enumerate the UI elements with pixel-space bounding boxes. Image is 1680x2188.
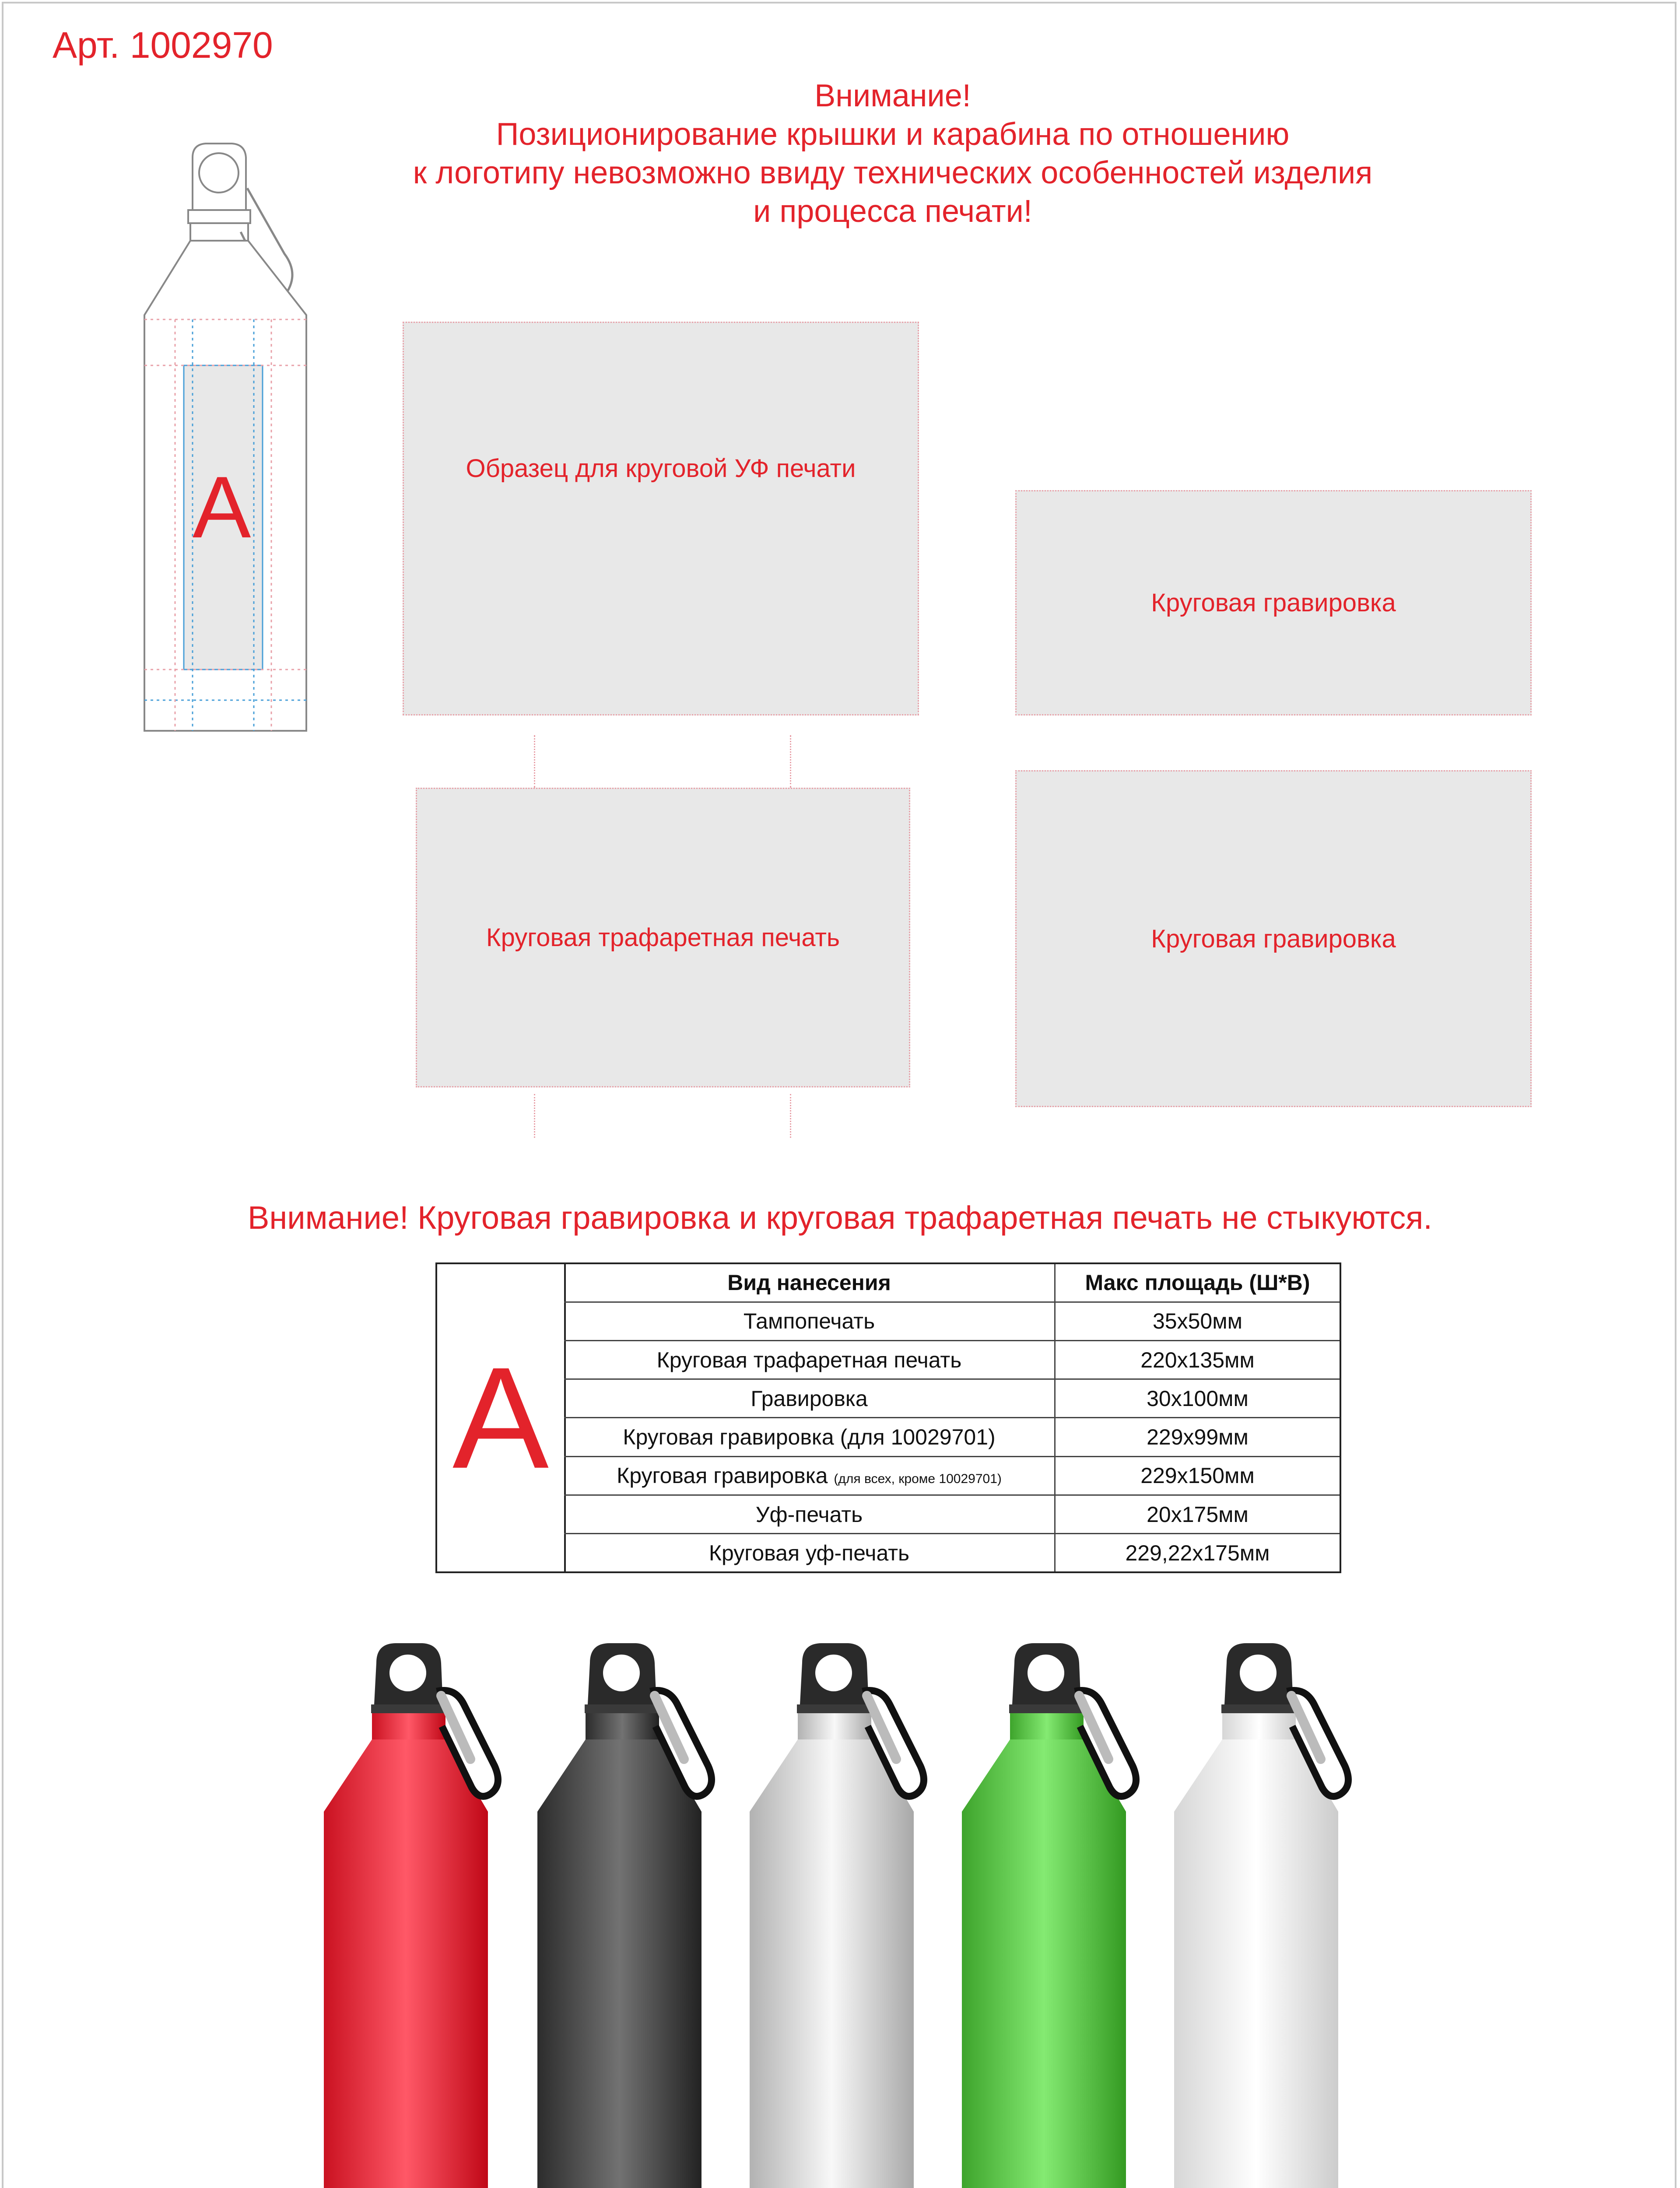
size-cell: 220х135мм: [1055, 1340, 1340, 1379]
method-cell: Гравировка: [564, 1379, 1055, 1418]
bottle-icon: [537, 1639, 743, 2188]
method-cell: Круговая трафаретная печать: [564, 1340, 1055, 1379]
guide-line: [790, 1094, 791, 1138]
warning-top-line-2: Позиционирование крышки и карабина по отношению: [496, 117, 1290, 152]
size-cell: 35х50мм: [1055, 1302, 1340, 1340]
area-engraving-circular-1: [1015, 490, 1532, 715]
method-note: (для всех, кроме 10029701): [834, 1472, 1002, 1487]
table-row: [564, 1495, 1340, 1534]
article-number: Арт. 1002970: [53, 25, 273, 66]
method-cell: Уф-печать: [564, 1495, 1055, 1534]
method-cell: Круговая уф-печать: [564, 1534, 1055, 1571]
size-cell: 20х175мм: [1055, 1495, 1340, 1534]
size-cell: 30х100мм: [1055, 1379, 1340, 1418]
guide-line: [534, 1094, 535, 1138]
table-row: [564, 1534, 1340, 1571]
method-cell: Тампопечать: [564, 1302, 1055, 1340]
area-uv-circular-label: Образец для круговой УФ печати: [466, 454, 856, 483]
warning-top-line-3: к логотипу невозможно ввиду технических особенностей изделия: [413, 155, 1373, 190]
method-text: Круговая гравировка: [617, 1463, 828, 1488]
bottle-outline-drawing: [131, 131, 341, 744]
warning-top: [411, 77, 1374, 231]
area-engraving-circular-1-label: Круговая гравировка: [1151, 589, 1396, 617]
area-screen-circular-label: Круговая трафаретная печать: [486, 923, 840, 952]
header-size: Макс площадь (Ш*В): [1055, 1264, 1340, 1302]
warning-top-line-1: Внимание!: [814, 78, 971, 113]
table-row: [564, 1302, 1340, 1340]
table-area-letter: A: [437, 1264, 566, 1571]
method-cell: [564, 1456, 1055, 1495]
method-cell: Круговая гравировка (для 10029701): [564, 1418, 1055, 1456]
table-row: [564, 1418, 1340, 1456]
print-methods-table: [435, 1262, 1341, 1573]
bottle-icon: [750, 1639, 955, 2188]
area-engraving-circular-2-label: Круговая гравировка: [1151, 924, 1396, 953]
area-engraving-circular-2: [1015, 770, 1532, 1107]
size-cell: 229х99мм: [1055, 1418, 1340, 1456]
bottle-icon: [324, 1639, 530, 2188]
guide-line: [534, 735, 535, 788]
area-screen-circular: [416, 788, 910, 1087]
bottle-icon: [962, 1639, 1168, 2188]
table-header-row: [564, 1264, 1340, 1302]
table-row: [564, 1379, 1340, 1418]
outline-area-letter: A: [193, 459, 251, 556]
area-uv-circular: [403, 322, 919, 715]
warning-top-line-4: и процесса печати!: [753, 194, 1032, 229]
table-row: [564, 1340, 1340, 1379]
size-cell: 229х150мм: [1055, 1456, 1340, 1495]
table-row: [564, 1456, 1340, 1495]
bottle-icon: [1174, 1639, 1380, 2188]
warning-mid: Внимание! Круговая гравировка и круговая трафаретная печать не стыкуются.: [248, 1199, 1432, 1236]
size-cell: 229,22х175мм: [1055, 1534, 1340, 1571]
guide-line: [790, 735, 791, 788]
header-method: Вид нанесения: [564, 1264, 1055, 1302]
